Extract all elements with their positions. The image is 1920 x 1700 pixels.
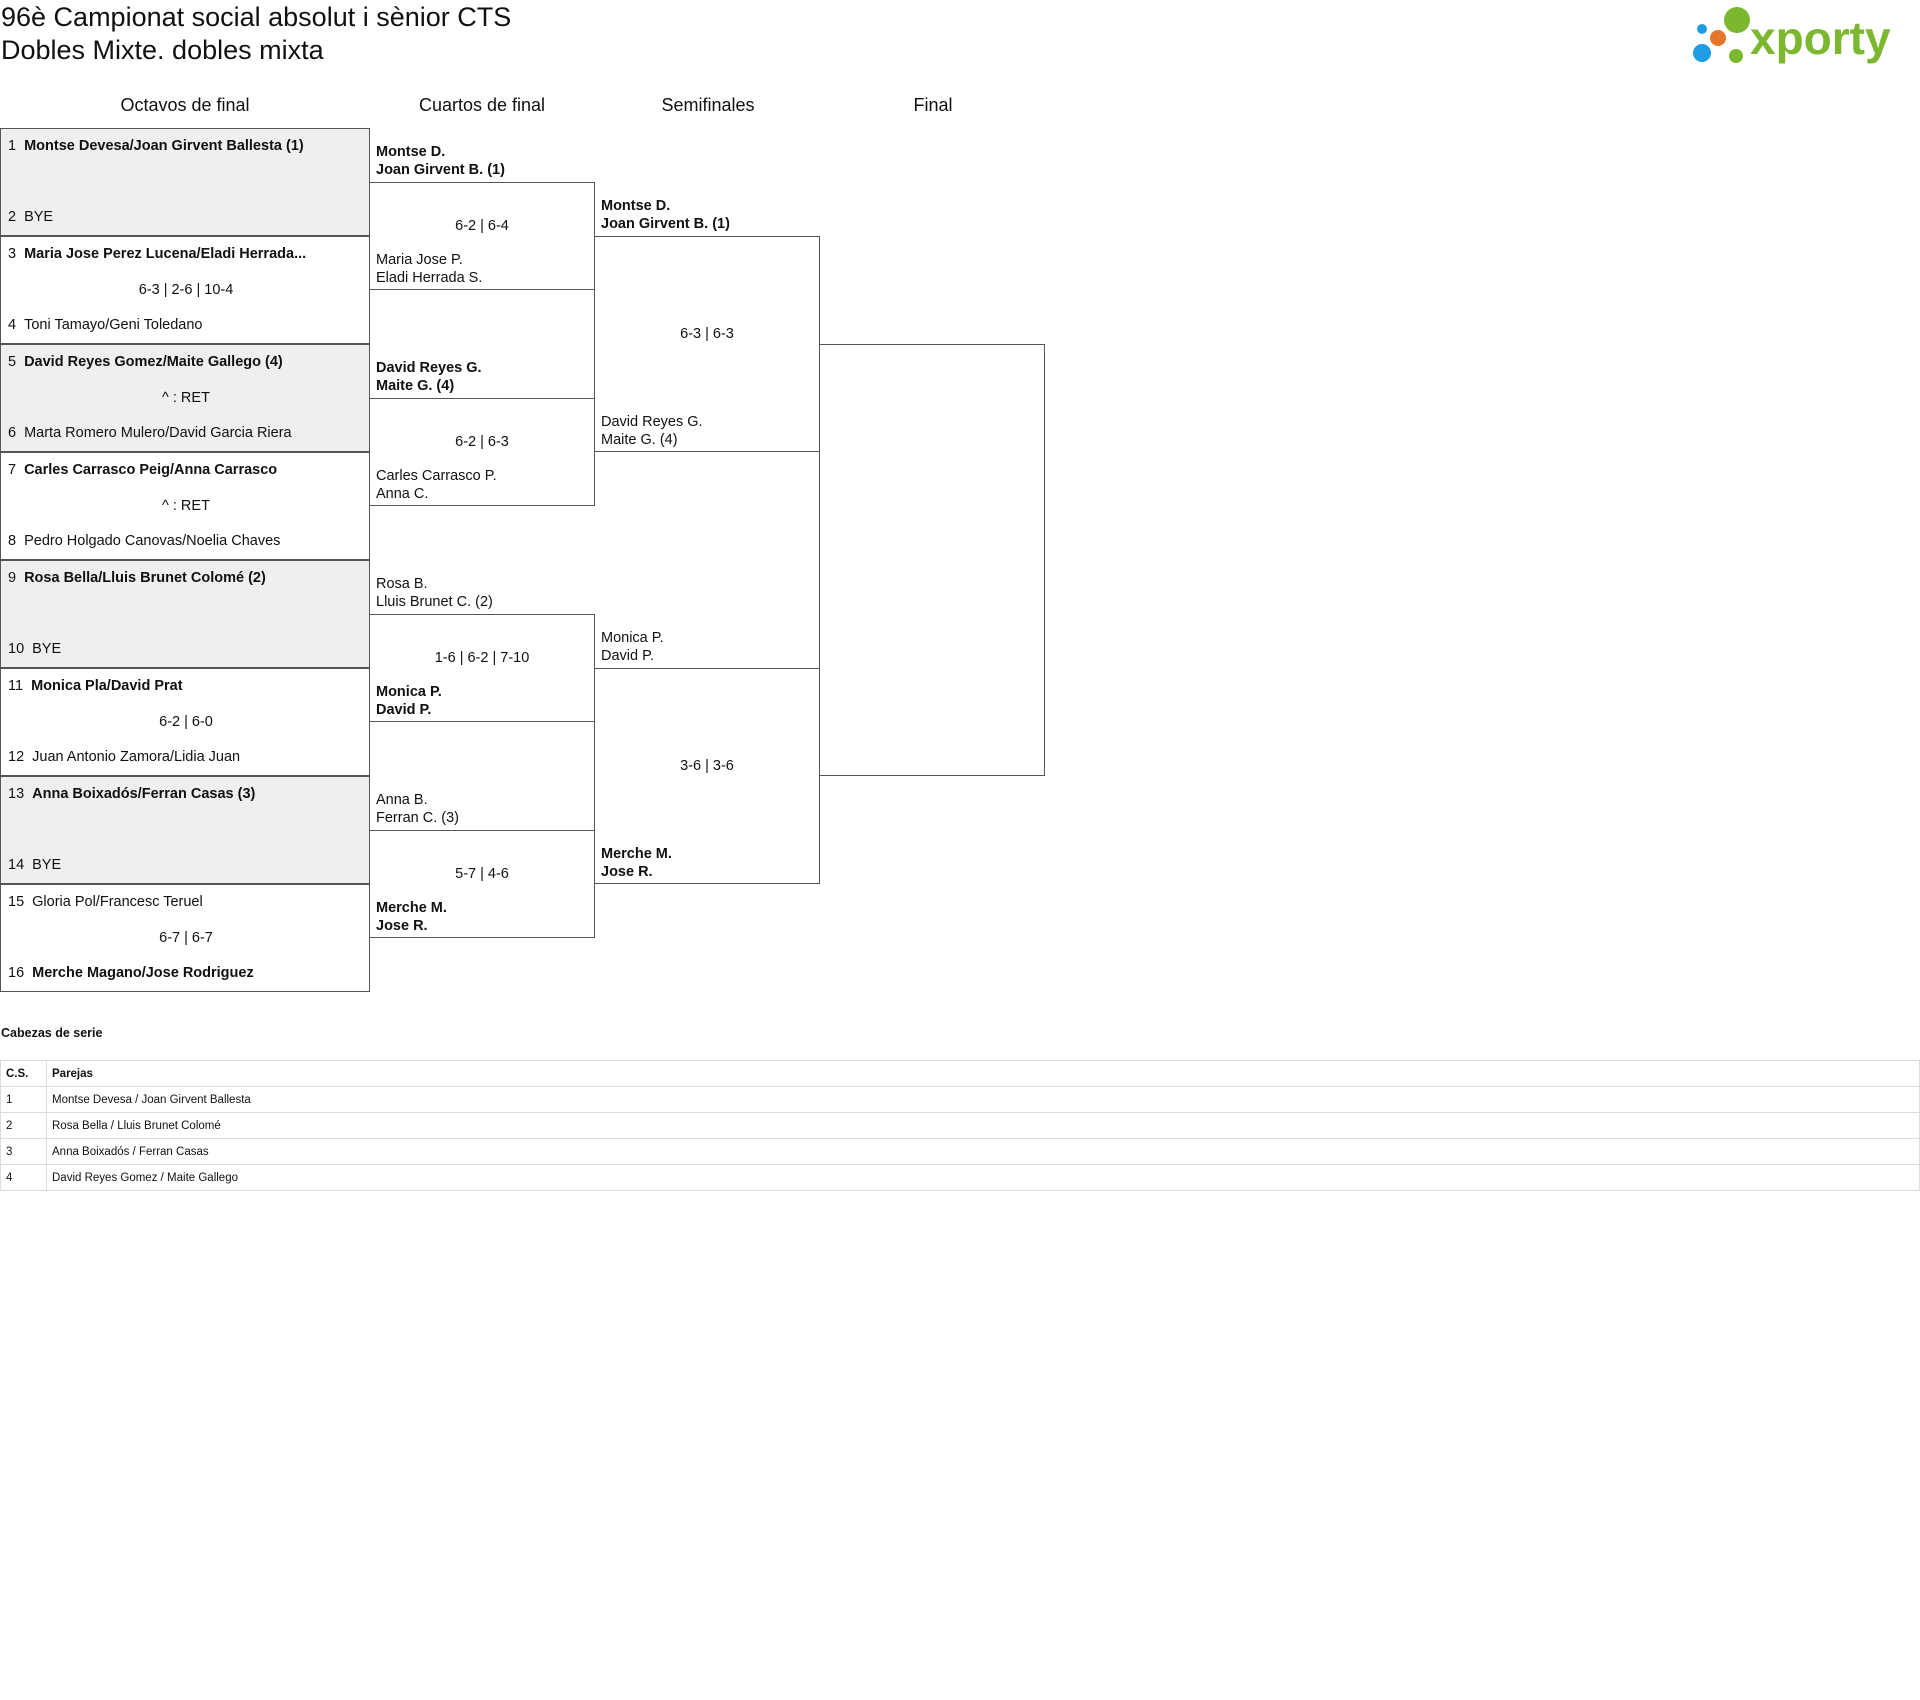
draw-position: 7 (8, 462, 17, 478)
match-score: 6-3 | 2-6 | 10-4 (138, 282, 234, 298)
qf-team-bottom (376, 251, 482, 287)
r16-team-top (8, 894, 203, 910)
player-1: David Reyes G. (376, 360, 482, 376)
pair-name: Marta Romero Mulero/David Garcia Riera (24, 425, 292, 441)
draw-position: 14 (8, 857, 25, 873)
seeds-row (1, 1113, 1920, 1139)
qf-team-bottom (376, 899, 447, 935)
r16-team-top (8, 786, 255, 802)
player-2: Eladi Herrada S. (376, 270, 483, 286)
pair-name: BYE (32, 857, 62, 873)
pair-name: Rosa Bella/Lluis Brunet Colomé (2) (24, 570, 266, 586)
draw-position: 5 (8, 354, 17, 370)
r16-match[interactable] (0, 560, 370, 668)
r16-match[interactable] (0, 344, 370, 452)
logo-dot-orange (1710, 30, 1726, 46)
draw-position: 16 (8, 965, 25, 981)
match-score: ^ : RET (162, 390, 210, 406)
r16-team-top (8, 570, 266, 586)
logo-wordmark: xporty (1750, 12, 1891, 64)
player-2: Maite G. (4) (601, 432, 678, 448)
pair-name: Monica Pla/David Prat (31, 678, 183, 694)
r16-match[interactable] (0, 776, 370, 884)
seed-number: 2 (1, 1113, 47, 1139)
seeds-row (1, 1165, 1920, 1191)
seeds-col-pairs: Parejas (47, 1061, 1920, 1087)
page-title: 96è Campionat social absolut i sènior CTS (1, 2, 512, 32)
draw-position: 4 (8, 317, 17, 333)
r16-team-bottom (8, 317, 203, 333)
player-1: Maria Jose P. (376, 252, 463, 268)
player-2: Jose R. (601, 864, 653, 880)
match-score: 6-2 | 6-0 (159, 714, 213, 730)
seeds-table (0, 1060, 1920, 1191)
pair-name: Gloria Pol/Francesc Teruel (32, 894, 203, 910)
pair-name: Montse Devesa/Joan Girvent Ballesta (1) (24, 138, 304, 154)
match-score: 6-2 | 6-4 (455, 218, 509, 234)
draw-position: 13 (8, 786, 25, 802)
r16-team-top (8, 678, 183, 694)
r16-team-bottom (8, 425, 292, 441)
sf-team-top (601, 197, 730, 233)
r16-team-bottom (8, 965, 254, 981)
xporty-logo-icon (1690, 4, 1920, 68)
round-header-r16: Octavos de final (120, 95, 250, 115)
r16-match[interactable] (0, 668, 370, 776)
match-score: 6-2 | 6-3 (455, 434, 509, 450)
logo-dot-green-small (1729, 49, 1743, 63)
pair-name: Merche Magano/Jose Rodriguez (32, 965, 254, 981)
qf-team-top (376, 575, 493, 611)
round-header-qf: Cuartos de final (418, 95, 546, 115)
pair-name: Pedro Holgado Canovas/Noelia Chaves (24, 533, 281, 549)
seeds-title: Cabezas de serie (1, 1026, 103, 1040)
player-1: Rosa B. (376, 576, 428, 592)
seeds-col-cs: C.S. (1, 1061, 47, 1087)
qf-team-top (376, 359, 482, 395)
player-1: Merche M. (601, 846, 672, 862)
draw-position: 10 (8, 641, 25, 657)
r16-team-top (8, 462, 277, 478)
draw-position: 1 (8, 138, 17, 154)
r16-match[interactable] (0, 236, 370, 344)
player-1: Monica P. (601, 630, 664, 646)
player-2: Joan Girvent B. (1) (601, 216, 730, 232)
player-2: Maite G. (4) (376, 378, 455, 394)
r16-match[interactable] (0, 884, 370, 992)
r16-team-bottom (8, 749, 240, 765)
sf-team-top (601, 629, 664, 665)
r16-match[interactable] (0, 128, 370, 236)
player-2: Ferran C. (3) (376, 810, 459, 826)
match-score: 3-6 | 3-6 (680, 758, 734, 774)
qf-team-top (376, 143, 505, 179)
player-1: Montse D. (376, 144, 446, 160)
pair-name: Carles Carrasco Peig/Anna Carrasco (24, 462, 278, 478)
pair-name: BYE (32, 641, 62, 657)
sf-team-bottom (601, 845, 672, 881)
xporty-logo[interactable] (1690, 4, 1920, 68)
seed-number: 3 (1, 1139, 47, 1165)
final-match[interactable] (819, 344, 1045, 776)
player-1: David Reyes G. (601, 414, 703, 430)
round-header-final: Final (913, 95, 953, 115)
match-score: 6-7 | 6-7 (159, 930, 213, 946)
draw-position: 2 (8, 209, 17, 225)
player-1: Montse D. (601, 198, 671, 214)
round-header-sf: Semifinales (661, 95, 755, 115)
draw-position: 6 (8, 425, 17, 441)
r16-team-top (8, 354, 283, 370)
player-2: Anna C. (376, 486, 429, 502)
match-score: 5-7 | 4-6 (455, 866, 509, 882)
player-2: Lluis Brunet C. (2) (376, 594, 493, 610)
seeds-row (1, 1087, 1920, 1113)
draw-position: 3 (8, 246, 17, 262)
seed-pair: David Reyes Gomez / Maite Gallego (47, 1165, 1920, 1191)
pair-name: David Reyes Gomez/Maite Gallego (4) (24, 354, 283, 370)
seed-pair: Rosa Bella / Lluis Brunet Colomé (47, 1113, 1920, 1139)
match-score: 1-6 | 6-2 | 7-10 (434, 650, 530, 666)
r16-team-top (8, 246, 306, 262)
player-1: Merche M. (376, 900, 447, 916)
pair-name: Maria Jose Perez Lucena/Eladi Herrada... (24, 246, 307, 262)
pair-name: Anna Boixadós/Ferran Casas (3) (32, 786, 256, 802)
qf-team-bottom (376, 683, 442, 719)
player-2: David P. (376, 702, 432, 718)
r16-team-bottom (8, 641, 61, 657)
qf-team-top (376, 791, 459, 827)
r16-match[interactable] (0, 452, 370, 560)
seeds-row (1, 1139, 1920, 1165)
pair-name: Toni Tamayo/Geni Toledano (24, 317, 203, 333)
seed-number: 1 (1, 1087, 47, 1113)
draw-position: 12 (8, 749, 25, 765)
draw-position: 8 (8, 533, 17, 549)
r16-team-bottom (8, 533, 280, 549)
logo-dot-blue-small (1697, 24, 1707, 34)
logo-dot-green-large (1724, 7, 1750, 33)
r16-team-top (8, 138, 304, 154)
draw-position: 11 (8, 678, 24, 694)
sf-team-bottom (601, 413, 703, 449)
match-score: ^ : RET (162, 498, 210, 514)
page-subtitle: Dobles Mixte. dobles mixta (1, 35, 324, 65)
player-2: Joan Girvent B. (1) (376, 162, 505, 178)
player-2: Jose R. (376, 918, 428, 934)
player-1: Monica P. (376, 684, 442, 700)
pair-name: Juan Antonio Zamora/Lidia Juan (32, 749, 241, 765)
seed-number: 4 (1, 1165, 47, 1191)
seed-pair: Montse Devesa / Joan Girvent Ballesta (47, 1087, 1920, 1113)
player-2: David P. (601, 648, 654, 664)
r16-team-bottom (8, 209, 53, 225)
r16-team-bottom (8, 857, 61, 873)
draw-position: 15 (8, 894, 25, 910)
pair-name: BYE (24, 209, 54, 225)
player-1: Anna B. (376, 792, 428, 808)
player-1: Carles Carrasco P. (376, 468, 497, 484)
match-score: 6-3 | 6-3 (680, 326, 734, 342)
logo-dot-blue (1693, 44, 1711, 62)
qf-team-bottom (376, 467, 497, 503)
seed-pair: Anna Boixadós / Ferran Casas (47, 1139, 1920, 1165)
draw-position: 9 (8, 570, 17, 586)
seeds-header-row (1, 1061, 1920, 1087)
